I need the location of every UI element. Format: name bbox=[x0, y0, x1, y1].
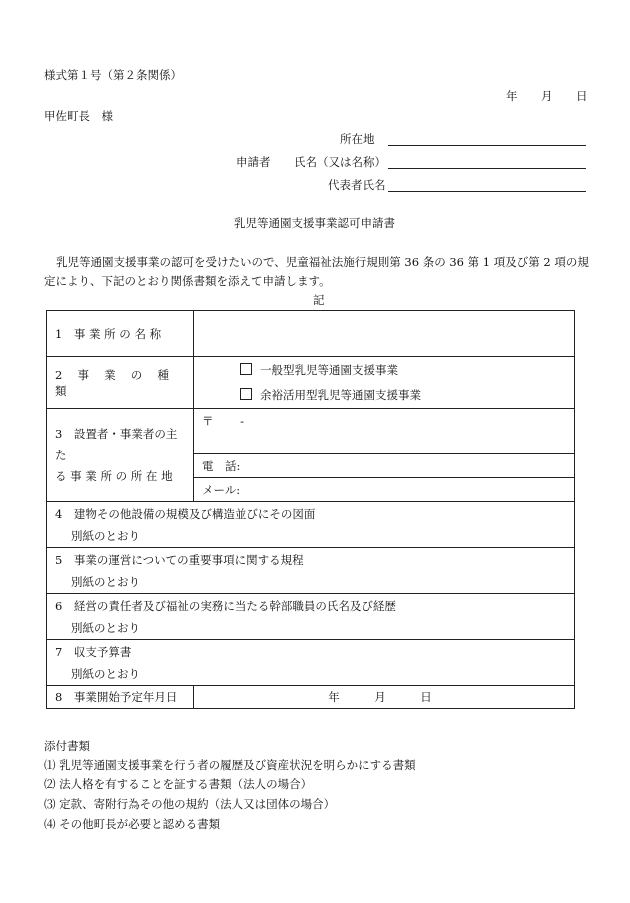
row-staff-history-title: 6 経営の責任者及び福祉の実務に当たる幹部職員の氏名及び経歴 bbox=[55, 598, 396, 613]
email-field[interactable] bbox=[194, 478, 575, 502]
business-type-label: 2 事 業 の 種 類 bbox=[47, 357, 194, 409]
table-row bbox=[47, 594, 575, 640]
start-date-units: 年 月 日 bbox=[328, 690, 432, 704]
postal-code-field[interactable] bbox=[194, 409, 575, 454]
date-day: 日 bbox=[576, 89, 588, 103]
table-row bbox=[47, 548, 575, 594]
body-text-line-1: 乳児等通園支援事業の認可を受けたいので、児童福祉法施行規則第 36 条の 36 第 1 項及び第 2 項の規 bbox=[56, 255, 589, 269]
table-row bbox=[47, 409, 575, 454]
type-option-surplus-label: 余裕活用型乳児等通園支援事業 bbox=[260, 388, 421, 402]
row-operation-rules-title: 5 事業の運営についての重要事項に関する規程 bbox=[55, 552, 304, 567]
date-month: 月 bbox=[541, 89, 553, 103]
ki-heading: 記 bbox=[313, 293, 325, 307]
postal-mark: 〒 - bbox=[202, 414, 245, 428]
type-option-general-label: 一般型乳児等通園支援事業 bbox=[260, 363, 398, 377]
form-number: 様式第１号（第２条関係） bbox=[44, 68, 182, 82]
address-label: 所在地 bbox=[340, 132, 375, 146]
row-facility-drawings-note: 別紙のとおり bbox=[71, 528, 140, 543]
start-date-label: 8 事業開始予定年月日 bbox=[47, 686, 194, 709]
row-staff-history bbox=[47, 594, 575, 640]
start-date-field[interactable] bbox=[194, 686, 575, 709]
table-row bbox=[47, 502, 575, 548]
addressee: 甲佐町長 様 bbox=[44, 109, 113, 123]
attachment-item: ⑶ 定款、寄附行為その他の規約（法人又は団体の場合） bbox=[44, 797, 336, 811]
name-line bbox=[388, 168, 586, 169]
table-row bbox=[47, 357, 575, 409]
address-line bbox=[388, 145, 586, 146]
row-operation-rules-note: 別紙のとおり bbox=[71, 574, 140, 589]
attachment-item: ⑷ その他町長が必要と認める書類 bbox=[44, 817, 221, 831]
checkbox-icon[interactable] bbox=[240, 388, 252, 400]
business-type-options bbox=[194, 357, 575, 409]
table-row bbox=[47, 311, 575, 357]
table-row bbox=[47, 686, 575, 709]
attachment-item: ⑴ 乳児等通園支援事業を行う者の履歴及び資産状況を明らかにする書類 bbox=[44, 758, 416, 772]
row-budget bbox=[47, 640, 575, 686]
representative-label: 代表者氏名 bbox=[328, 178, 386, 192]
checkbox-icon[interactable] bbox=[240, 363, 252, 375]
location-label-line-2: る 事 業 所 の 所 在 地 bbox=[55, 468, 173, 483]
date-year: 年 bbox=[506, 89, 518, 103]
row-operation-rules bbox=[47, 548, 575, 594]
type-option-surplus[interactable] bbox=[240, 387, 566, 403]
phone-field[interactable] bbox=[194, 454, 575, 478]
applicant-label: 申請者 bbox=[236, 155, 271, 169]
application-table bbox=[46, 310, 575, 709]
row-budget-note: 別紙のとおり bbox=[71, 666, 140, 681]
location-label bbox=[47, 409, 194, 502]
body-text-line-2: 定により、下記のとおり関係書類を添えて申請します。 bbox=[44, 274, 331, 288]
table-row bbox=[47, 640, 575, 686]
row-facility-drawings-title: 4 建物その他設備の規模及び構造並びにその図面 bbox=[55, 506, 316, 521]
email-label: メール: bbox=[202, 482, 241, 497]
type-option-general[interactable] bbox=[240, 362, 566, 378]
location-label-line-1: 3 設置者・事業者の主た bbox=[55, 426, 178, 462]
row-staff-history-note: 別紙のとおり bbox=[71, 620, 140, 635]
document-title: 乳児等通園支援事業認可申請書 bbox=[234, 216, 395, 230]
facility-name-value[interactable] bbox=[194, 311, 575, 357]
representative-line bbox=[388, 191, 586, 192]
attachment-item: ⑵ 法人格を有することを証する書類（法人の場合） bbox=[44, 777, 313, 791]
attachments-heading: 添付書類 bbox=[44, 739, 90, 753]
row-budget-title: 7 収支予算書 bbox=[55, 644, 132, 659]
facility-name-label: 1 事 業 所 の 名 称 bbox=[47, 311, 194, 357]
row-facility-drawings bbox=[47, 502, 575, 548]
phone-label: 電 話: bbox=[202, 458, 241, 473]
name-label: 氏名（又は名称） bbox=[294, 155, 386, 169]
